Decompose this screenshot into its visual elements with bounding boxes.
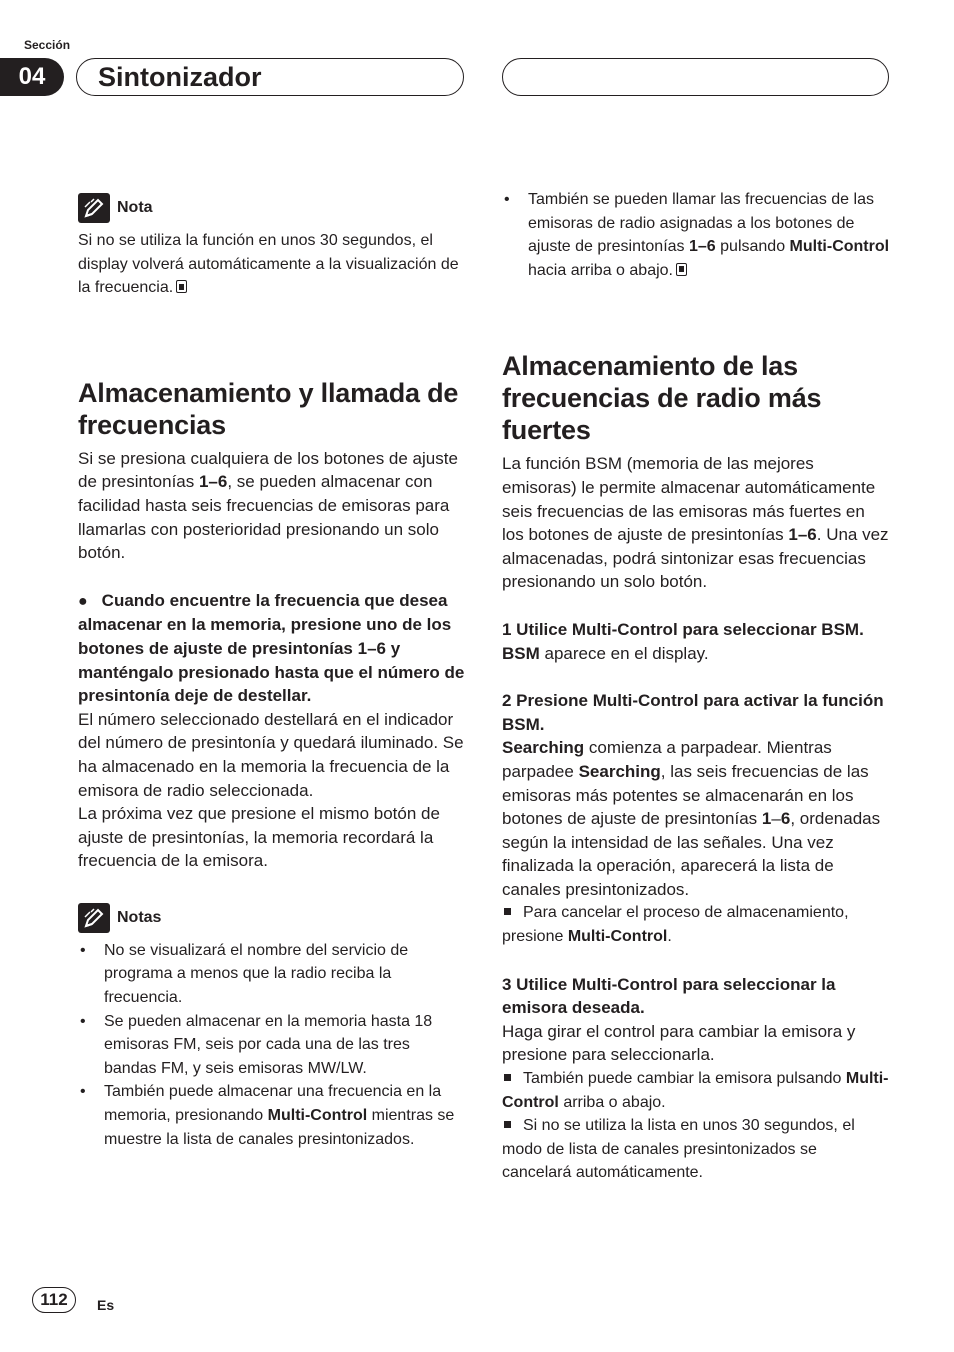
square-bullet-icon bbox=[504, 1074, 511, 1081]
note-title: Nota bbox=[117, 199, 153, 217]
bsm-intro: La función BSM (memoria de las mejores emisoras) le permite almacenar automáticamente seis frecuencias de las emisoras más fuertes en los botones de ajuste de presintonías 1–6. Una vez almacenadas, podrá sintonizar esas frecuencias presionando un solo botón. bbox=[502, 454, 889, 592]
language-code: Es bbox=[97, 1297, 115, 1313]
step-3-note-1: También puede cambiar la emisora pulsando Multi-Control arriba o abajo. bbox=[502, 1070, 889, 1111]
bullet-dot-icon: ● bbox=[78, 592, 88, 610]
heading-bsm: Almacenamiento de las frecuencias de radio más fuertes bbox=[502, 351, 822, 446]
empty-header-frame bbox=[502, 58, 889, 96]
pencil-note-icon bbox=[78, 193, 110, 223]
section-label: Sección bbox=[24, 38, 71, 52]
step-1-title: 1 Utilice Multi-Control para seleccionar BSM. bbox=[502, 619, 864, 639]
step-2-title: 2 Presione Multi-Control para activar la función BSM. bbox=[502, 691, 884, 734]
note-text: Si no se utiliza la función en unos 30 segundos, el display volverá automáticamente a la visualización de la frecuencia. bbox=[78, 232, 459, 297]
list-item: • También puede almacenar una frecuencia en la memoria, presionando Multi-Control mientras se muestre la lista de canales presintonizados. bbox=[80, 1083, 455, 1148]
step-instruction: ● Cuando encuentre la frecuencia que desea almacenar en la memoria, presione uno de los botones de ajuste de presintonías 1–6 y manténgalo presionado hasta que el número de presintonía deje de destellar. bbox=[78, 590, 465, 706]
square-bullet-icon bbox=[504, 1121, 511, 1128]
step-3-note-2: Si no se utiliza la lista en unos 30 segundos, el modo de lista de canales presintonizados se cancelará automáticamente. bbox=[502, 1117, 855, 1182]
end-mark-icon bbox=[176, 280, 187, 293]
right-column bbox=[502, 188, 890, 1185]
page-number: 112 bbox=[32, 1287, 76, 1313]
pencil-note-icon bbox=[78, 903, 110, 933]
end-mark-icon bbox=[676, 263, 687, 276]
left-column bbox=[78, 193, 466, 1151]
section-number-badge: 04 bbox=[0, 58, 64, 96]
step-3-title: 3 Utilice Multi-Control para seleccionar la emisora deseada. bbox=[502, 974, 836, 1018]
step-2-note: Para cancelar el proceso de almacenamiento, presione Multi-Control. bbox=[502, 904, 849, 946]
list-item: • No se visualizará el nombre del servicio de programa a menos que la radio reciba la frecuencia. bbox=[80, 941, 409, 1007]
intro-paragraph: Si se presiona cualquiera de los botones de ajuste de presintonías 1–6, se pueden almacenar con facilidad hasta seis frecuencias de emisoras para llamarlas con posterioridad presionando un solo botón. bbox=[78, 448, 458, 563]
step-2-text: Searching comienza a parpadear. Mientras parpadee Searching, las seis frecuencias de las emisoras más potentes se almacenarán en los botones de ajuste de presintonías 1–6, ordenadas según la intensidad de las señales. Una vez finalizada la operación, aparecerá la lista de canales presintonizados. bbox=[502, 738, 881, 899]
list-item: • Se pueden almacenar en la memoria hasta 18 emisoras FM, seis por cada una de las tres bandas FM, y seis emisoras MW/LW. bbox=[80, 1012, 433, 1077]
note-box bbox=[78, 193, 466, 300]
step-result-2: La próxima vez que presione el mismo botón de ajuste de presintonías, la memoria recordará la frecuencia de la emisora. bbox=[78, 804, 440, 871]
step-1-text: BSM aparece en el display. bbox=[502, 643, 709, 663]
notes-title: Notas bbox=[117, 909, 162, 927]
section-title: Sintonizador bbox=[98, 62, 262, 92]
list-item: • También se pueden llamar las frecuencias de las emisoras de radio asignadas a los botones de ajuste de presintonías 1–6 pulsando Multi-Control hacia arriba o abajo. bbox=[504, 191, 890, 279]
heading-store-recall: Almacenamiento y llamada de frecuencias bbox=[78, 377, 459, 440]
step-3-text: Haga girar el control para cambiar la emisora y presione para seleccionarla. bbox=[502, 1021, 856, 1065]
square-bullet-icon bbox=[504, 908, 511, 915]
notes-box bbox=[78, 903, 466, 1151]
step-result-1: El número seleccionado destellará en el indicador del número de presintonía y quedará iluminado. Se ha almacenado en la memoria la frecuencia de la emisora de radio seleccionada. bbox=[78, 709, 464, 800]
